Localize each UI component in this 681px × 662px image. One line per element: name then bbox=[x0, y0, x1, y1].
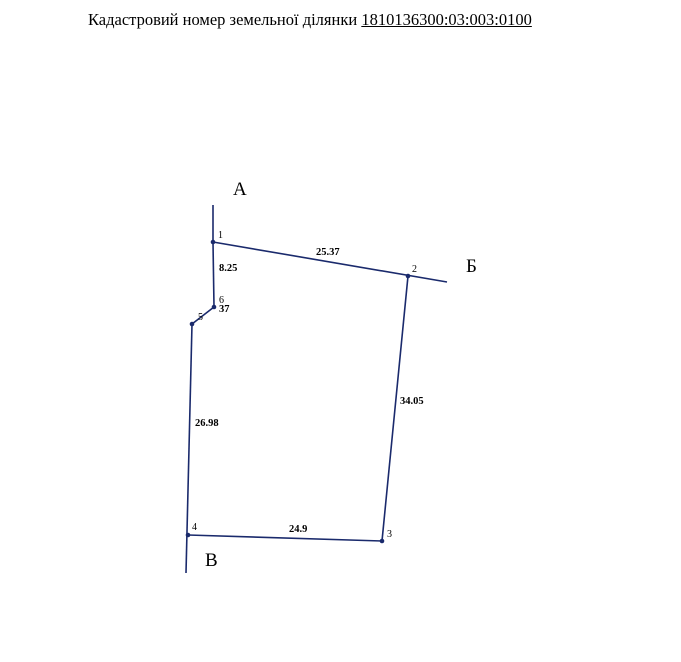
vertex-point-5 bbox=[190, 322, 195, 327]
neighbor-label-v: В bbox=[205, 550, 218, 571]
vertex-point-2 bbox=[406, 274, 411, 279]
boundary-lines bbox=[186, 205, 447, 573]
boundary-side-5-6 bbox=[192, 307, 214, 324]
vertex-label-1: 1 bbox=[218, 230, 223, 241]
vertex-label-4: 4 bbox=[192, 522, 197, 533]
vertex-point-4 bbox=[186, 533, 191, 538]
cadastral-number: 1810136300:03:003:0100 bbox=[361, 10, 532, 29]
vertex-label-3: 3 bbox=[387, 529, 392, 540]
neighbor-labels bbox=[205, 179, 477, 571]
boundary-side-6-1 bbox=[213, 242, 214, 307]
length-label-1-2: 25.37 bbox=[316, 247, 340, 258]
vertex-label-6: 6 bbox=[219, 295, 224, 306]
vertex-labels bbox=[192, 230, 417, 540]
boundary-side-2-3 bbox=[382, 276, 408, 541]
neighbor-label-a: А bbox=[233, 179, 247, 200]
length-label-3-4: 24.9 bbox=[289, 524, 308, 535]
length-label-5-6: 37 bbox=[219, 304, 230, 315]
length-label-4-5: 26.98 bbox=[195, 418, 219, 429]
vertex-point-6 bbox=[212, 305, 217, 310]
length-label-2-3: 34.05 bbox=[400, 396, 424, 407]
vertex-point-3 bbox=[380, 539, 385, 544]
vertex-label-5: 5 bbox=[198, 312, 203, 323]
boundary-side-3-4 bbox=[188, 535, 382, 541]
vertex-point-1 bbox=[211, 240, 216, 245]
cadastral-title: Кадастровий номер земельної ділянки bbox=[88, 10, 358, 29]
vertex-points bbox=[186, 240, 411, 544]
neighbor-label-b: Б bbox=[466, 256, 477, 277]
vertex-label-2: 2 bbox=[412, 264, 417, 275]
length-label-6-1: 8.25 bbox=[219, 263, 238, 274]
side-length-labels bbox=[195, 247, 424, 535]
